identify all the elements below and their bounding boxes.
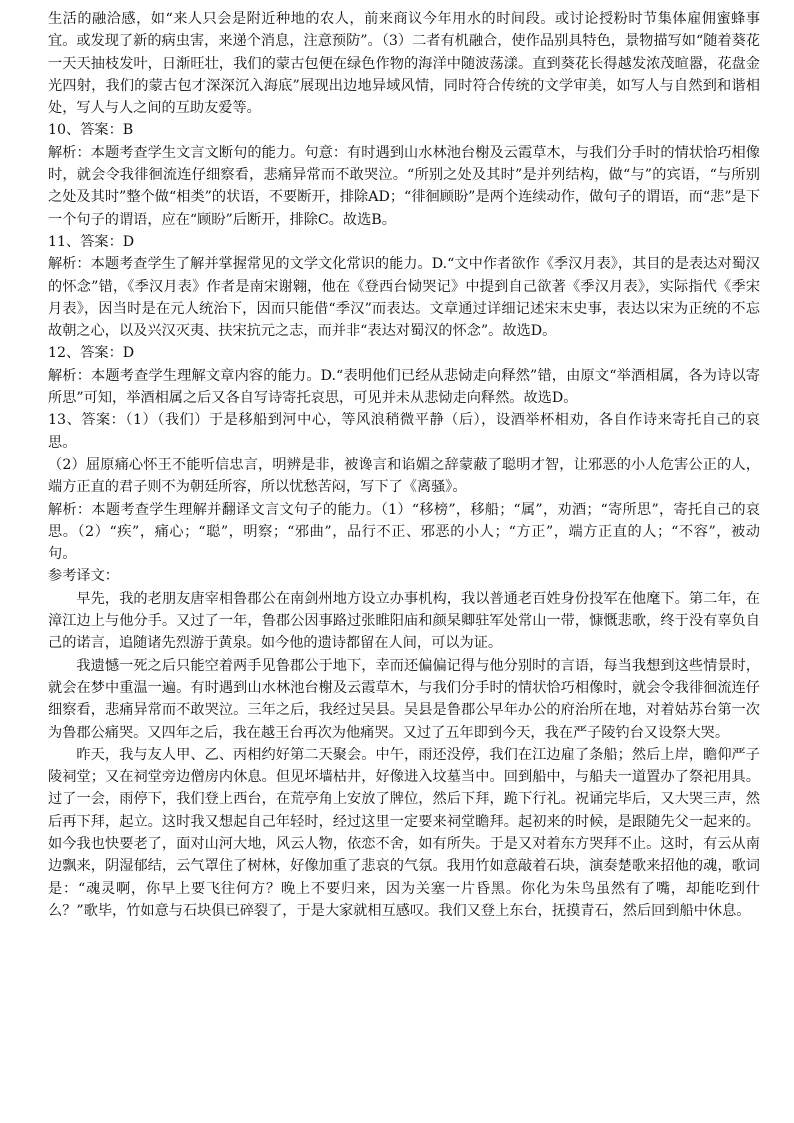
answer-13-part-1: 13、答案：（1）（我们）于是移船到河中心，等风浪稍微平静（后），设酒举杯相劝，各自作诗来寄托自己的哀思。 [48,412,760,451]
paragraph-answer-explanation-9: 生活的融洽感，如“来人只会是附近种地的农人，前来商议今年用水的时间段。或讨论授粉时节集体雇佣蜜蜂事宜。或发现了新的病虫害，来递个消息，注意预防”。（3）二者有机融合，使作品别具特色，景物描写如“随着葵花一天天抽枝发叶，日渐旺壮，我们的蒙古包便在绿色作物的海洋中随波荡漾。直到葵花长得越发浓茂暄嚣，花盘金光四射，我们的蒙古包才深深沉入海底”展现出边地异域风情，同时符合传统的文学审美，如写人与自然到和谐相处，写人与人之间的互助友爱等。 [48,11,760,117]
explanation-12: 解析：本题考查学生理解文章内容的能力。D.“表明他们已经从悲恸走向释然”错，由原文“举酒相属，各为诗以寄所思”可知，举酒相属之后又各自写诗寄托哀思，可见并未从悲恸走向释然。故选D。 [48,367,760,407]
explanation-13: 解析：本题考查学生理解并翻译文言文句子的能力。（1）“移榜”，移船；“属”，劝酒；“寄所思”，寄托自己的哀思。（2）“疾”，痛心；“聪”，明察；“邪曲”，品行不正、邪恶的小人；“方正”，端方正直的人；“不容”，被动句。 [48,501,760,563]
answer-11: 11、答案：D [48,233,135,250]
translation-paragraph-1: 早先，我的老朋友唐宰相鲁郡公在南剑州地方设立办事机构，我以普通老百姓身份投军在他麾下。第二年，在漳江边上与他分手。又过了一年，鲁郡公因事路过张睢阳庙和颜杲卿驻军处常山一带，慷慨悲歌，终于没有辜负自己的诺言，追随诸先烈游于黄泉。如今他的遗诗都留在人间，可以为证。 [48,590,760,652]
translation-paragraph-2: 我遗憾一死之后只能空着两手见鲁郡公于地下，幸而还偏偏记得与他分别时的言语，每当我想到这些情景时，就会在梦中重温一遍。有时遇到山水林池台榭及云霞草木，与我们分手时的情状恰巧相像时，就会令我徘徊流连仔细察看，悲痛异常而不敢哭泣。三年之后，我经过吴县。吴县是鲁郡公早年办公的府治所在地，对着姑苏台第一次为鲁郡公痛哭。又四年之后，我在越王台再次为他痛哭。又过了五年即到今天，我在严子陵钓台又设祭大哭。 [48,657,760,741]
translation-paragraph-3: 昨天，我与友人甲、乙、丙相约好第二天聚会。中午，雨还没停，我们在江边雇了条船；然后上岸，瞻仰严子陵祠堂；又在祠堂旁边僧房内休息。但见坏墙枯井，好像进入坟墓当中。回到船中，与船夫一道置办了祭祀用具。过了一会，雨停下，我们登上西台，在荒亭角上安放了牌位，然后下拜，跪下行礼。祝诵完毕后，又大哭三声，然后再下拜，起立。这时我又想起自己年轻时，经过这里一定要来祠堂瞻拜。起初来的时候，是跟随先父一起来的。如今我也快要老了，面对山河大地，风云人物，依恋不舍，如有所失。于是又对着东方哭拜不止。这时，有云从南边飘来，阴湿郁结，云气罩住了树林，好像加重了悲哀的气氛。我用竹如意敲着石块，演奏楚歌来招他的魂，歌词是：“魂灵啊，你早上要飞往何方？晚上不要归来，因为关塞一片昏黑。你化为朱鸟虽然有了嘴，却能吃到什么？”歌毕，竹如意与石块俱已碎裂了，于是大家就相互感叹。我们又登上东台，抚摸青石，然后回到船中休息。 [48,746,760,919]
document-page [48,8,760,922]
answer-12: 12、答案：D [48,345,135,362]
explanation-10: 解析：本题考查学生文言文断句的能力。句意：有时遇到山水林池台榭及云霞草木，与我们分手时的情状恰巧相像时，就会令我徘徊流连仔细察看，悲痛异常而不敢哭泣。“所别之处及其时”是并列结构，做“与”的宾语，“与所别之处及其时”整个做“相类”的状语，不要断开，排除AD；“徘徊顾盼”是两个连续动作，做句子的谓语，而“悲”是下一个句子的谓语，应在“顾盼”后断开，排除C。故选B。 [48,144,760,228]
explanation-11: 解析：本题考查学生了解并掌握常见的文学文化常识的能力。D.“文中作者欲作《季汉月表》，其目的是表达对蜀汉的怀念”错，《季汉月表》作者是南宋谢翱，他在《登西台恸哭记》中提到自己欲著《季汉月表》，实际指代《季宋月表》，因当时是在元人统治下，因而只能借“季汉”而表达。文章通过详细记述宋末史事，表达以宋为正统的不忘故朝之心，以及兴汉灭夷、扶宋抗元之志，而并非“表达对蜀汉的怀念”。故选D。 [48,256,760,340]
answer-13-part-2: （2）屈原痛心怀王不能听信忠言，明辨是非，被谗言和谄媚之辞蒙蔽了聪明才智，让邪恶的小人危害公正的人，端方正直的君子则不为朝廷所容，所以忧愁苦闷，写下了《离骚》。 [48,456,760,496]
reference-translation-heading: 参考译文： [48,568,119,585]
answer-10: 10、答案：B [48,122,134,139]
